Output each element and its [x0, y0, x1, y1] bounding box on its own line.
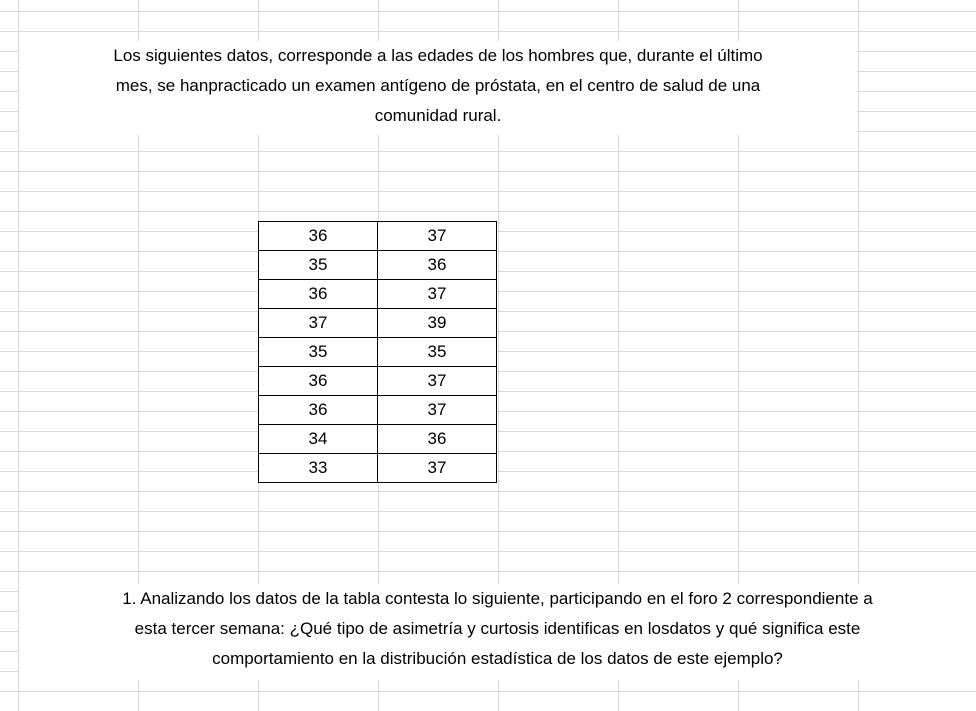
table-cell[interactable]: 36	[259, 222, 378, 251]
intro-line: comunidad rural.	[374, 106, 502, 125]
table-row	[259, 309, 497, 338]
table-row	[259, 425, 497, 454]
table-cell[interactable]: 39	[378, 309, 497, 338]
table-row	[259, 338, 497, 367]
table-row	[259, 396, 497, 425]
table-cell[interactable]: 35	[259, 338, 378, 367]
intro-line: Los siguientes datos, corresponde a las edades de los hombres que, durante el último	[113, 46, 763, 65]
table-row	[259, 280, 497, 309]
table-row	[259, 222, 497, 251]
table-cell[interactable]: 37	[378, 396, 497, 425]
table-cell[interactable]: 34	[259, 425, 378, 454]
table-cell[interactable]: 36	[259, 396, 378, 425]
question-line: 1. Analizando los datos de la tabla contesta lo siguiente, participando en el foro 2 correspondiente a	[122, 589, 873, 608]
ages-data-table	[258, 221, 497, 483]
table-cell[interactable]: 36	[259, 367, 378, 396]
table-cell[interactable]: 37	[259, 309, 378, 338]
table-cell[interactable]: 33	[259, 454, 378, 483]
table-row	[259, 367, 497, 396]
table-cell[interactable]: 37	[378, 222, 497, 251]
question-line: comportamiento en la distribución estadística de los datos de este ejemplo?	[212, 649, 783, 668]
question-text-cell[interactable]	[19, 584, 976, 680]
table-cell[interactable]: 37	[378, 367, 497, 396]
table-cell[interactable]: 36	[259, 280, 378, 309]
question-line: esta tercer semana: ¿Qué tipo de asimetría y curtosis identificas en losdatos y qué significa este	[134, 619, 861, 638]
table-cell[interactable]: 35	[259, 251, 378, 280]
table-cell[interactable]: 36	[378, 251, 497, 280]
table-row	[259, 454, 497, 483]
table-cell[interactable]: 35	[378, 338, 497, 367]
table-cell[interactable]: 37	[378, 454, 497, 483]
table-cell[interactable]: 36	[378, 425, 497, 454]
intro-text-cell[interactable]	[19, 41, 857, 135]
intro-line: mes, se hanpracticado un examen antígeno de próstata, en el centro de salud de una	[115, 76, 761, 95]
table-row	[259, 251, 497, 280]
table-cell[interactable]: 37	[378, 280, 497, 309]
